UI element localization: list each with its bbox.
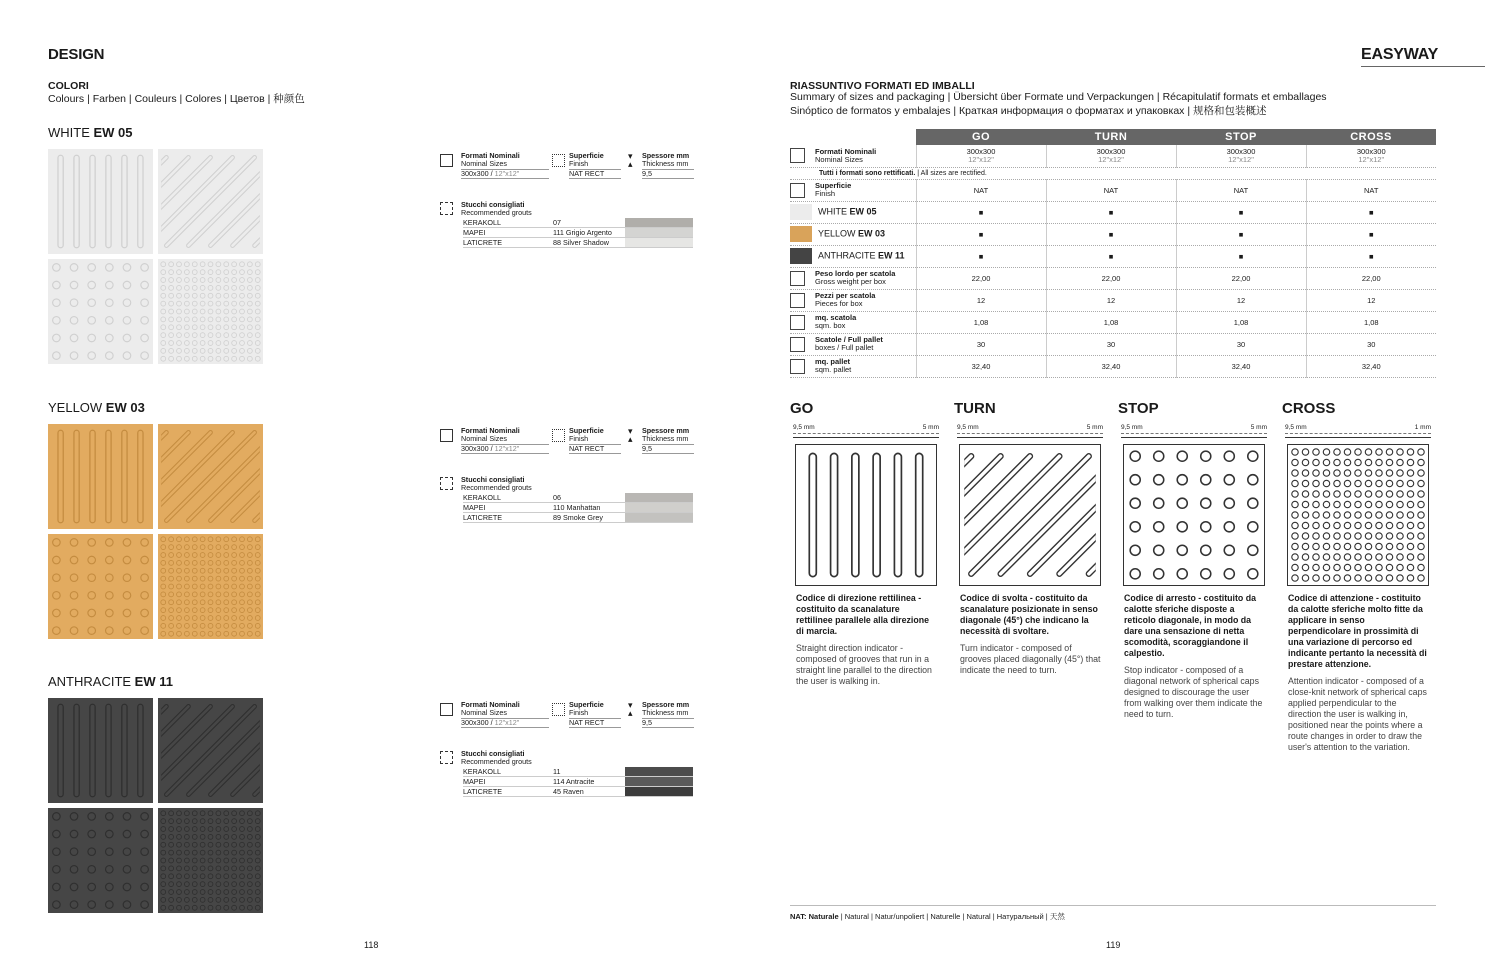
tile-stop-white	[48, 259, 153, 364]
brand-rule	[1361, 66, 1485, 67]
tile-cross-anthracite	[158, 808, 263, 913]
footnote-rule	[790, 905, 1436, 906]
grout-list: KERAKOLL 06 MAPEI 110 Manhattan LATICRETE 89 Smoke Grey	[463, 493, 693, 523]
color-name-yellow: YELLOW EW 03	[48, 400, 145, 415]
col-go: GO	[916, 129, 1046, 145]
description-turn: Codice di svolta - costituito da scanalature posizionate in senso diagonale (45°) che indicano la necessità di svoltare. Turn indicator - composed of grooves placed diagonally (45°) that indicate the need to turn.	[960, 593, 1101, 675]
spec-block: Formati Nominali Nominal Sizes 300x300 / 12"x12" Superficie Finish NAT RECT ▾ ▴ Spessore mm Thickness mm 9,5 Stucchi consigliati Recommended grouts KERAKOLL 07 MAPEI 111 Grigio Argento LATICRETE 88 Silver Shadow	[440, 152, 700, 252]
profile-cross: 9,5 mm 1 mm	[1285, 424, 1431, 438]
col-stop: STOP	[1176, 129, 1306, 145]
tile-go-white	[48, 149, 153, 254]
grout-list: KERAKOLL 11 MAPEI 114 Antracite LATICRETE 45 Raven	[463, 767, 693, 797]
profile-turn: 9,5 mm 5 mm	[957, 424, 1103, 438]
tile-turn-white	[158, 149, 263, 254]
profile-go: 9,5 mm 5 mm	[793, 424, 939, 438]
brand-title: EASYWAY	[1361, 46, 1439, 63]
tile-go-yellow	[48, 424, 153, 529]
profile-stop: 9,5 mm 5 mm	[1121, 424, 1267, 438]
diagram-stop	[1123, 444, 1265, 586]
summary-subtitle-1: Summary of sizes and packaging | Übersicht über Formate und Verpackungen | Récapitulatif formats et emballages	[790, 91, 1327, 103]
diagram-title-stop: STOP	[1118, 400, 1159, 417]
diagram-turn	[959, 444, 1101, 586]
diagram-title-cross: CROSS	[1282, 400, 1336, 417]
footnote: NAT: Naturale | Natural | Natur/unpoliert | Naturelle | Natural | Натуральный | 天然	[790, 912, 1065, 921]
diagram-title-go: GO	[790, 400, 814, 417]
tile-go-anthracite	[48, 698, 153, 803]
spec-block: Formati Nominali Nominal Sizes 300x300 / 12"x12" Superficie Finish NAT RECT ▾ ▴ Spessore mm Thickness mm 9,5 Stucchi consigliati Recommended grouts KERAKOLL 06 MAPEI 110 Manhattan LATICRETE 89 Smoke Grey	[440, 427, 700, 527]
diagram-title-turn: TURN	[954, 400, 996, 417]
tile-turn-anthracite	[158, 698, 263, 803]
colors-title: COLORI	[48, 80, 89, 92]
grout-list: KERAKOLL 07 MAPEI 111 Grigio Argento LATICRETE 88 Silver Shadow	[463, 218, 693, 248]
tile-stop-yellow	[48, 534, 153, 639]
colors-subtitle: Colours | Farben | Couleurs | Colores | Цветов | 种颜色	[48, 93, 305, 105]
tile-turn-yellow	[158, 424, 263, 529]
description-cross: Codice di attenzione - costituito da calotte sferiche molto fitte da applicare in senso perpendicolare in prossimità di una variazione di percorso ed indicante pertanto la necessità di prestare attenzione. Attention indicator - composed of a close-knit network of spherical caps applied perpendicular to the direction the user is walking in, positioned near the points where a route changes in order to draw the user's attention to the variation.	[1288, 593, 1427, 752]
tile-cross-white	[158, 259, 263, 364]
description-stop: Codice di arresto - costituito da calotte sferiche disposte a reticolo diagonale, in modo da dare una sensazione di netta scomodità, scoraggiandone il calpestio. Stop indicator - composed of a diagonal network of spherical caps designed to discourage the user from walking over them indicate the need to turn.	[1124, 593, 1263, 719]
spec-block: Formati Nominali Nominal Sizes 300x300 / 12"x12" Superficie Finish NAT RECT ▾ ▴ Spessore mm Thickness mm 9,5 Stucchi consigliati Recommended grouts KERAKOLL 11 MAPEI 114 Antracite LATICRETE 45 Raven	[440, 701, 700, 801]
color-name-white: WHITE EW 05	[48, 125, 133, 140]
col-turn: TURN	[1046, 129, 1176, 145]
tile-stop-anthracite	[48, 808, 153, 913]
page-number-left: 118	[364, 940, 379, 950]
color-name-anthracite: ANTHRACITE EW 11	[48, 674, 173, 689]
description-go: Codice di direzione rettilinea - costituito da scanalature rettilinee parallele alla direzione di marcia. Straight direction indicator - composed of grooves that run in a straight line parallel to the direction the user is walking in.	[796, 593, 932, 686]
diagram-go	[795, 444, 937, 586]
summary-table: GO TURN STOP CROSS Formati Nominali Nominal Sizes 300x300 12"x12" 300x300 12"x12" 300x300 12"x12" 300x300 12"x12" Tutti i formati sono rettificati. | All sizes are rectified. Superficie Finish NAT NAT NAT NAT WHITE EW 05 ■ ■ ■ ■ YELLOW EW 03 ■ ■ ■ ■ ANTHRACITE EW 11 ■ ■ ■ ■ Peso lordo per scatola Gross weight per box 22,00 22,00 22,00 22,00 Pezzi per scatola Pieces for box 12 12 12 12 mq. scatola sqm. box 1,08 1,08 1,08 1,08 Scatole / Full pallet boxes / Full pallet 30 30 30 30 mq. pallet sqm. pallet 32,40 32,40 32,40 32,40	[790, 129, 1436, 378]
summary-title: RIASSUNTIVO FORMATI ED IMBALLI	[790, 80, 975, 92]
summary-subtitle-2: Sinóptico de formatos y embalajes | Краткая информация о форматах и упаковках | 规格和包装概述	[790, 105, 1267, 117]
section-title: DESIGN	[48, 46, 105, 63]
diagram-cross	[1287, 444, 1429, 586]
page-number-right: 119	[1106, 940, 1121, 950]
col-cross: CROSS	[1306, 129, 1436, 145]
tile-cross-yellow	[158, 534, 263, 639]
